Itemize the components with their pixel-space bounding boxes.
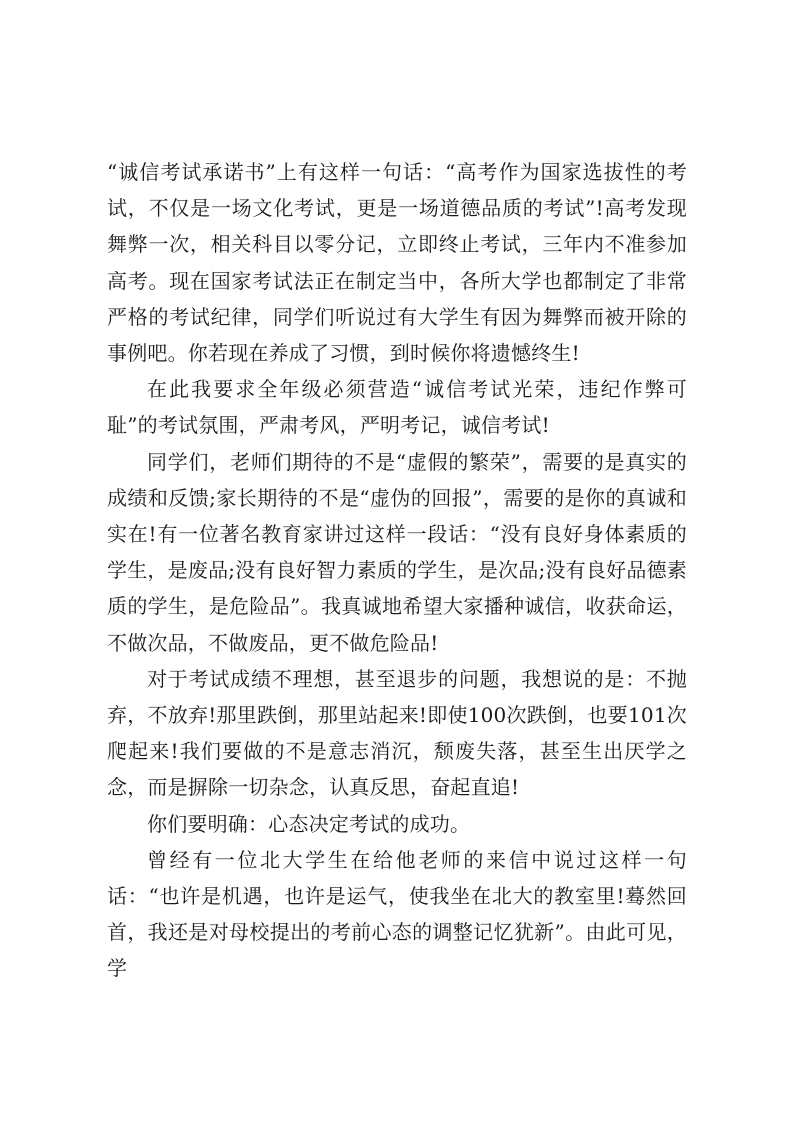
paragraph-never-give-up: 对于考试成绩不理想，甚至退步的问题，我想说的是：不抛弃，不放弃!那里跌倒，那里站起来!即使100次跌倒，也要101次爬起来!我们要做的不是意志消沉，颓废失落，甚至生出厌学之念，而是摒除一切杂念，认真反思，奋起直追! — [107, 666, 687, 800]
paragraph-mindset: 你们要明确：心态决定考试的成功。 — [147, 811, 471, 836]
document-body — [107, 154, 687, 987]
paragraph-peking-student-letter: 曾经有一位北大学生在给他老师的来信中说过这样一句话：“也许是机遇，也许是运气，使我坐在北大的教室里!蓦然回首，我还是对母校提出的考前心态的调整记忆犹新”。由此可见，学 — [107, 847, 687, 981]
paragraph-honest-results: 同学们，老师们期待的不是“虚假的繁荣”，需要的是真实的成绩和反馈;家长期待的不是“虚伪的回报”，需要的是你的真诚和实在!有一位著名教育家讲过这样一段话：“没有良好身体素质的学生，是废品;没有良好智力素质的学生，是次品;没有良好品德素质的学生，是危险品”。我真诚地希望大家播种诚信，收获命运，不做次品，不做废品，更不做危险品! — [107, 449, 687, 655]
paragraph-integrity-pledge: “诚信考试承诺书”上有这样一句话：“高考作为国家选拔性的考试，不仅是一场文化考试，更是一场道德品质的考试”!高考发现舞弊一次，相关科目以零分记，立即终止考试，三年内不准参加高考。现在国家考试法正在制定当中，各所大学也都制定了非常严格的考试纪律，同学们听说过有大学生有因为舞弊而被开除的事例吧。你若现在养成了习惯，到时候你将遗憾终生! — [107, 160, 687, 366]
paragraph-exam-atmosphere: 在此我要求全年级必须营造“诚信考试光荣，违纪作弊可耻”的考试氛围，严肃考风，严明考记，诚信考试! — [107, 377, 687, 438]
